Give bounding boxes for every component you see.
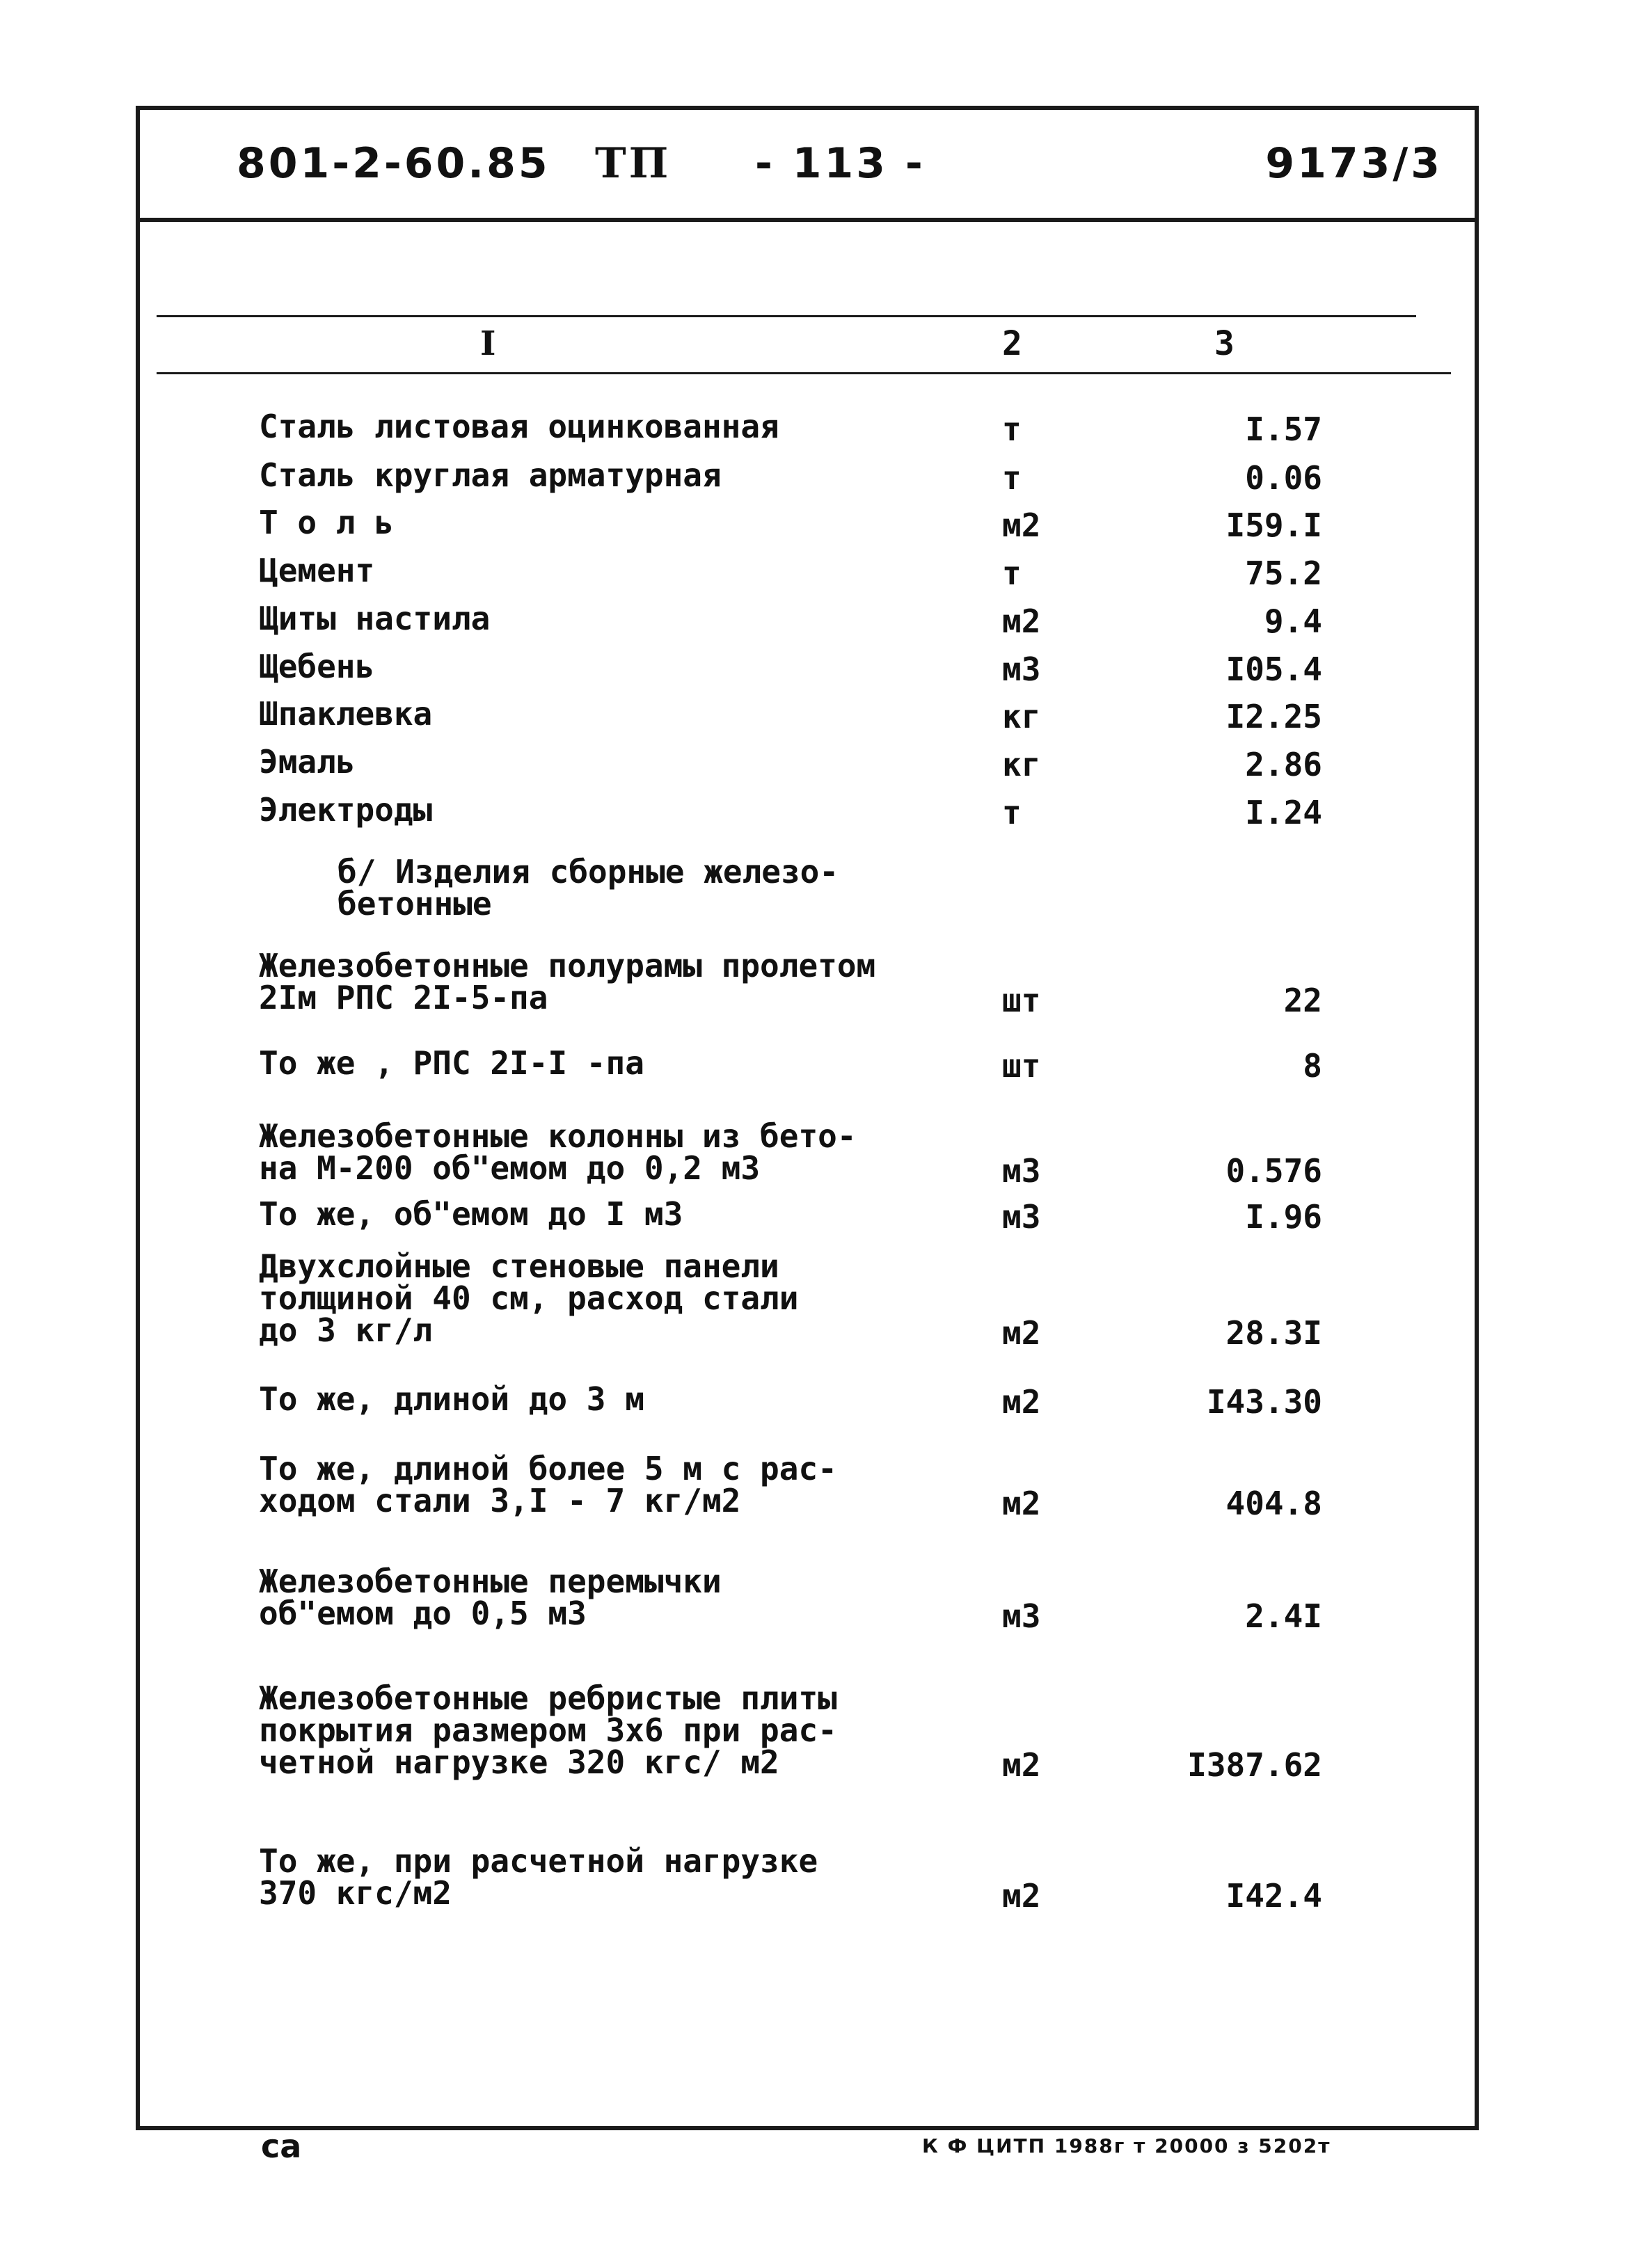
item-quantity: I.96 — [1245, 1198, 1322, 1236]
item-name: Железобетонные ребристые плиты покрытия размером 3х6 при рас- четной нагрузке 320 кгс/ м2 — [259, 1679, 837, 1781]
item-quantity: 0.06 — [1245, 459, 1322, 497]
item-name: Железобетонные перемычки об"емом до 0,5 м3 — [259, 1563, 722, 1632]
item-unit: м2 — [1002, 1485, 1041, 1522]
item-name: Т о л ь — [259, 504, 394, 541]
item-unit: м2 — [1002, 1877, 1041, 1915]
item-name: б/ Изделия сборные железо- бетонные — [338, 853, 839, 923]
item-name: То же, при расчетной нагрузке 370 кгс/м2 — [259, 1842, 818, 1912]
table-header-top-rule — [157, 315, 1416, 317]
footer-print-info: К Ф ЦИТП 1988г т 20000 з 5202т — [922, 2134, 1331, 2157]
item-name: Щебень — [259, 648, 375, 685]
item-quantity: I42.4 — [1225, 1877, 1322, 1915]
item-quantity: I.57 — [1245, 410, 1322, 448]
item-unit: кг — [1002, 746, 1041, 783]
item-quantity: I43.30 — [1206, 1383, 1322, 1421]
page-number: - 113 - — [755, 139, 926, 188]
item-quantity: 0.576 — [1225, 1152, 1322, 1190]
item-unit: т — [1002, 794, 1022, 831]
sheet-number: 9173/3 — [1265, 139, 1443, 188]
item-quantity: 28.3I — [1225, 1314, 1322, 1352]
item-name: Шпаклевка — [259, 695, 433, 733]
item-quantity: I2.25 — [1225, 698, 1322, 735]
item-unit: м3 — [1002, 1198, 1041, 1236]
column-header-quantity: 3 — [1214, 324, 1235, 363]
item-unit: м2 — [1002, 602, 1041, 640]
item-quantity: 9.4 — [1264, 602, 1322, 640]
column-header-name: I — [480, 324, 496, 363]
document-type: ТП — [595, 139, 672, 188]
item-quantity: 8 — [1303, 1047, 1322, 1085]
item-name: Железобетонные колонны из бето- на М-200 об"емом до 0,2 м3 — [259, 1117, 857, 1187]
item-quantity: 2.4I — [1245, 1597, 1322, 1635]
item-name: Эмаль — [259, 743, 356, 781]
item-unit: шт — [1002, 982, 1041, 1019]
item-name: То же , РПС 2I-I -па — [259, 1044, 644, 1082]
item-name: Сталь круглая арматурная — [259, 456, 722, 494]
item-unit: м2 — [1002, 1746, 1041, 1784]
document-code: 801-2-60.85 — [237, 139, 550, 188]
item-unit: т — [1002, 459, 1022, 497]
item-unit: м3 — [1002, 650, 1041, 688]
item-name: Электроды — [259, 791, 433, 829]
header-divider — [136, 218, 1479, 222]
item-quantity: 2.86 — [1245, 746, 1322, 783]
item-name: Двухслойные стеновые панели толщиной 40 см, расход стали до 3 кг/л — [259, 1247, 799, 1349]
item-name: То же, длиной более 5 м с рас- ходом стали 3,I - 7 кг/м2 — [259, 1450, 837, 1519]
item-unit: м2 — [1002, 1383, 1041, 1421]
item-name: Щиты настила — [259, 600, 491, 637]
footer-initials: са — [261, 2127, 302, 2165]
table-header-bottom-rule — [157, 372, 1451, 374]
item-unit: т — [1002, 410, 1022, 448]
item-quantity: I59.I — [1225, 506, 1322, 544]
item-name: То же, длиной до 3 м — [259, 1380, 644, 1418]
item-unit: м2 — [1002, 506, 1041, 544]
item-name: Железобетонные полурамы пролетом 2Iм РПС 2I-5-па — [259, 947, 876, 1016]
item-quantity: 22 — [1283, 982, 1322, 1019]
item-quantity: I.24 — [1245, 794, 1322, 831]
item-unit: кг — [1002, 698, 1041, 735]
item-name: Цемент — [259, 552, 375, 589]
item-name: Сталь листовая оцинкованная — [259, 408, 779, 445]
item-quantity: I387.62 — [1187, 1746, 1322, 1784]
item-unit: т — [1002, 554, 1022, 592]
item-unit: м2 — [1002, 1314, 1041, 1352]
item-name: То же, об"емом до I м3 — [259, 1195, 683, 1233]
item-unit: м3 — [1002, 1152, 1041, 1190]
item-unit: шт — [1002, 1047, 1041, 1085]
item-quantity: I05.4 — [1225, 650, 1322, 688]
item-quantity: 404.8 — [1225, 1485, 1322, 1522]
item-unit: м3 — [1002, 1597, 1041, 1635]
item-quantity: 75.2 — [1245, 554, 1322, 592]
column-header-unit: 2 — [1002, 324, 1022, 363]
